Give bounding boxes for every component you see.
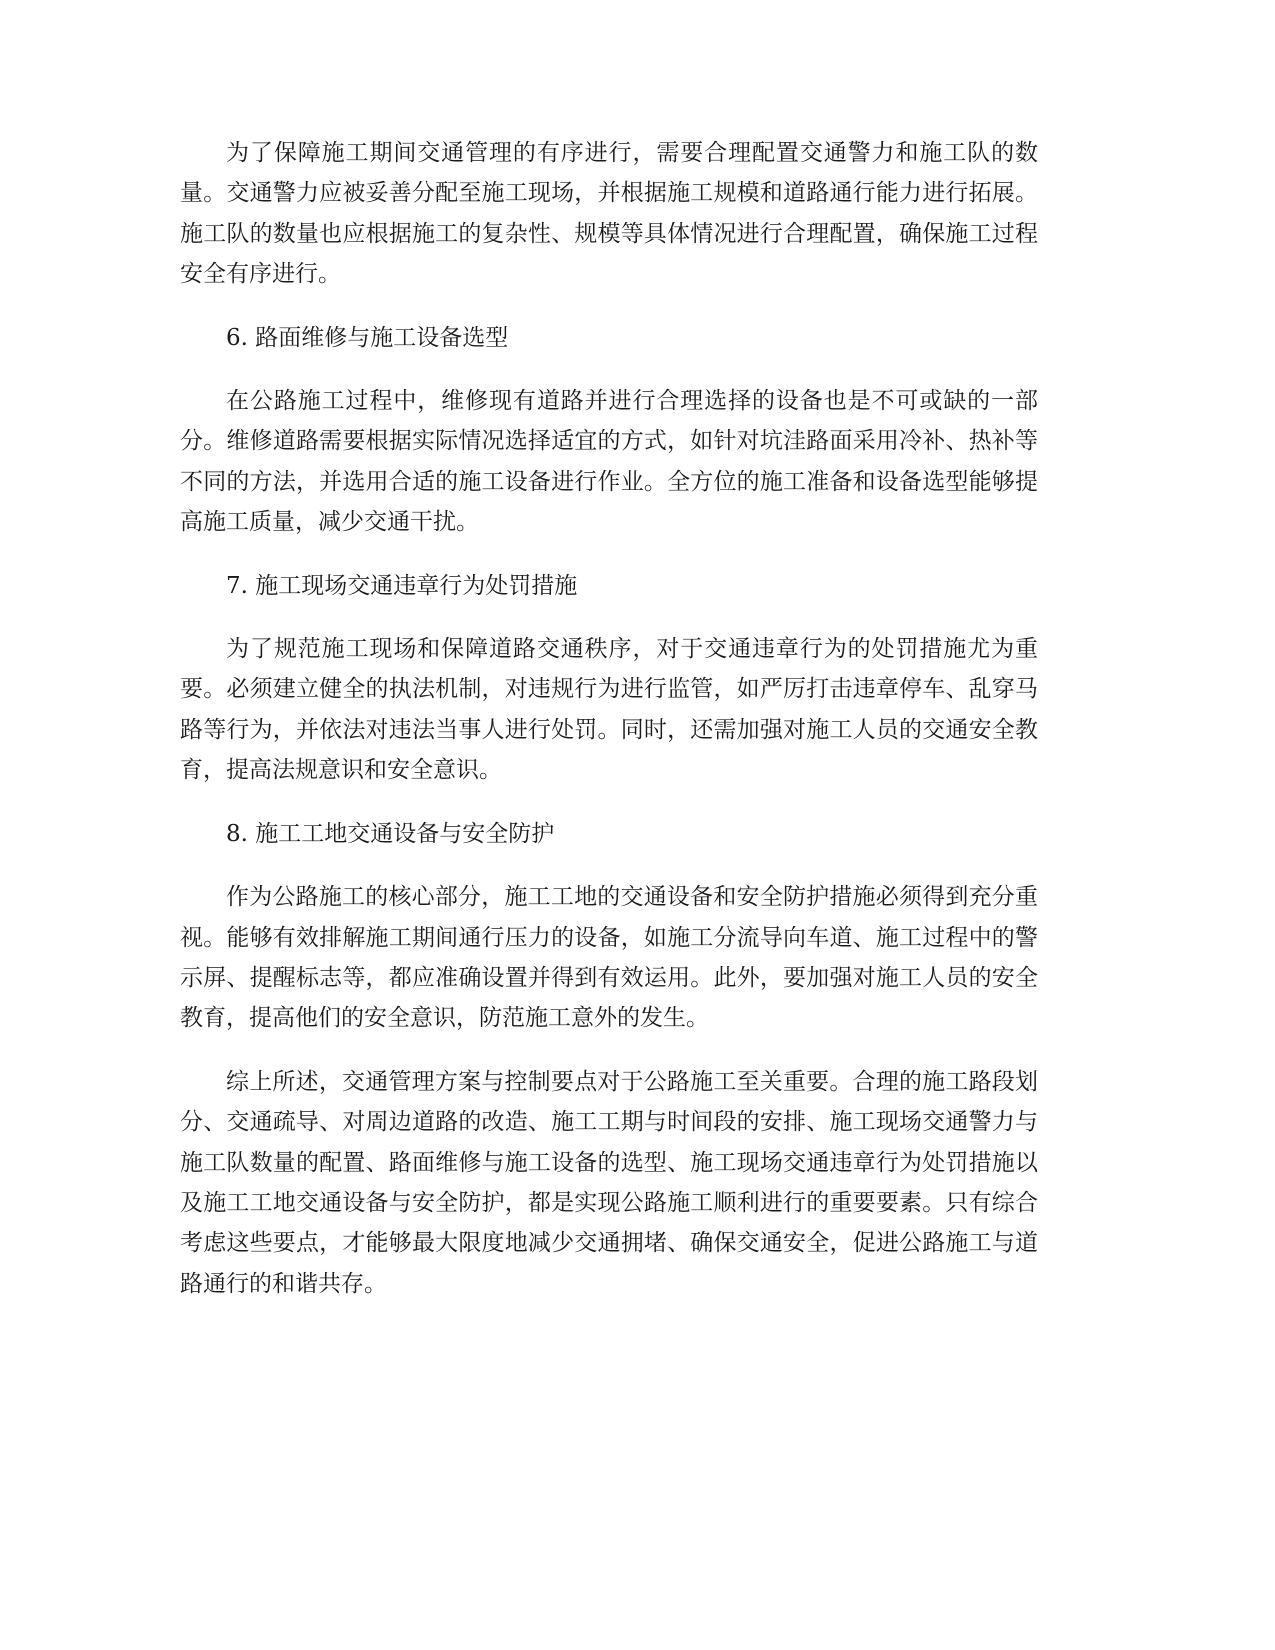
paragraph-violation-penalties: 为了规范施工现场和保障道路交通秩序，对于交通违章行为的处罚措施尤为重要。必须建立健全的执法机制，对违规行为进行监管，如严厉打击违章停车、乱穿马路等行为，并依法对违法当事人进行处罚。同时，还需加强对施工人员的交通安全教育，提高法规意识和安全意识。 (180, 636, 1038, 784)
paragraph-site-safety-equipment: 作为公路施工的核心部分，施工工地的交通设备和安全防护措施必须得到充分重视。能够有效排解施工期间通行压力的设备，如施工分流导向车道、施工过程中的警示屏、提醒标志等，都应准确设置并得到有效运用。此外，要加强对施工人员的安全教育，提高他们的安全意识，防范施工意外的发生。 (180, 884, 1038, 1032)
paragraph-traffic-police-allocation: 为了保障施工期间交通管理的有序进行，需要合理配置交通警力和施工队的数量。交通警力应被妥善分配至施工现场，并根据施工规模和道路通行能力进行拓展。施工队的数量也应根据施工的复杂性、规模等具体情况进行合理配置，确保施工过程安全有序进行。 (180, 140, 1038, 288)
paragraph-conclusion: 综上所述，交通管理方案与控制要点对于公路施工至关重要。合理的施工路段划分、交通疏导、对周边道路的改造、施工工期与时间段的安排、施工现场交通警力与施工队数量的配置、路面维修与施工设备的选型、施工现场交通违章行为处罚措施以及施工工地交通设备与安全防护，都是实现公路施工顺利进行的重要要素。只有综合考虑这些要点，才能够最大限度地减少交通拥堵、确保交通安全，促进公路施工与道路通行的和谐共存。 (180, 1068, 1038, 1297)
heading-section-7: 7. 施工现场交通违章行为处罚措施 (226, 572, 578, 599)
heading-section-6: 6. 路面维修与施工设备选型 (226, 324, 509, 351)
heading-section-8: 8. 施工工地交通设备与安全防护 (226, 820, 555, 847)
document-page (180, 133, 1038, 1304)
paragraph-road-repair-equipment: 在公路施工过程中，维修现有道路并进行合理选择的设备也是不可或缺的一部分。维修道路需要根据实际情况选择适宜的方式，如针对坑洼路面采用冷补、热补等不同的方法，并选用合适的施工设备进行作业。全方位的施工准备和设备选型能够提高施工质量，减少交通干扰。 (180, 388, 1038, 536)
